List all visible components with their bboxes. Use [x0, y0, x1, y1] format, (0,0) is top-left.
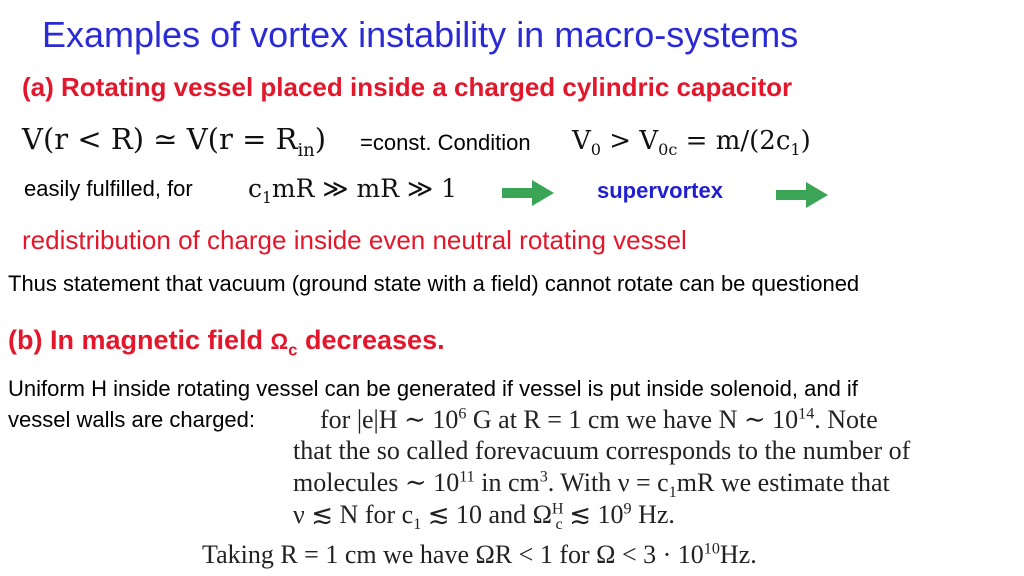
- paper-line3-d: mR we estimate that: [676, 468, 890, 497]
- paper-line5-b: Hz.: [719, 540, 757, 569]
- paper-line-3: [293, 468, 890, 502]
- vessel-walls-text: vessel walls are charged:: [8, 407, 256, 432]
- paper-line4-a: ν ≲ N for c: [293, 500, 414, 529]
- paper-line5-a: Taking R = 1 cm we have ΩR < 1 for Ω < 3 · 10: [202, 540, 704, 569]
- formula-condition-sub0c: 0c: [658, 140, 678, 160]
- subtitle-a: (a) Rotating vessel placed inside a charged cylindric capacitor: [22, 72, 793, 102]
- paper-line1-b: G at R = 1 cm we have N ∼ 10: [466, 405, 799, 434]
- formula-potential-main: V(r < R) ≃ V(r = R: [22, 122, 298, 156]
- subtitle-b: [8, 325, 445, 360]
- paper-line1-c: . Note: [814, 405, 878, 434]
- slide-title: Examples of vortex instability in macro-systems: [42, 14, 799, 55]
- paper-line-5: [202, 540, 757, 570]
- formula-inequality-c: c: [248, 174, 263, 203]
- omega-sub: c: [288, 340, 298, 360]
- paper-line4-d: Hz.: [631, 500, 675, 529]
- omega-symbol: Ω: [270, 329, 289, 354]
- formula-condition-sub0: 0: [590, 140, 602, 160]
- formula-condition-sub1: 1: [790, 140, 801, 160]
- right-arrow-icon: [502, 178, 556, 208]
- formula-inequality-rest: mR ≫ mR ≫ 1: [271, 174, 457, 203]
- paper-line3-a: molecules ∼ 10: [293, 468, 460, 497]
- paper-line-1: [320, 405, 878, 435]
- subtitle-b-end: decreases.: [297, 325, 445, 355]
- paper-line5-sup: 10: [703, 540, 720, 558]
- formula-potential-sub: in: [297, 139, 315, 161]
- formula-condition-mid: > V: [601, 126, 659, 156]
- formula-condition-v: V: [572, 126, 591, 156]
- formula-inequality: [248, 174, 457, 207]
- paper-line3-sup2: 3: [539, 468, 548, 486]
- redistribution-text: redistribution of charge inside even neutral rotating vessel: [22, 225, 687, 255]
- paper-line3-b: in cm: [474, 468, 540, 497]
- formula-potential-end: ): [314, 122, 327, 156]
- formula-potential: [22, 122, 326, 161]
- formula-inequality-sub: 1: [262, 189, 272, 207]
- paper-line3-c: . With ν = c: [547, 468, 669, 497]
- paper-line-4: [293, 500, 675, 534]
- paper-line4-c: ≲ 10: [562, 500, 624, 529]
- formula-condition-close: ): [800, 126, 811, 156]
- paper-line-2: that the so called forevacuum corresponds to the number of: [293, 436, 911, 465]
- supervortex-label: supervortex: [597, 178, 723, 203]
- const-condition-text: =const. Condition: [360, 130, 531, 155]
- easily-fulfilled-text: easily fulfilled, for: [24, 176, 193, 201]
- subtitle-b-start: (b) In magnetic field: [8, 325, 271, 355]
- paper-line1-sup1: 6: [458, 405, 467, 423]
- paper-line4-b: ≲ 10 and Ω: [421, 500, 552, 529]
- thus-statement: Thus statement that vacuum (ground state with a field) cannot rotate can be questioned: [8, 271, 860, 296]
- formula-condition: [572, 126, 811, 159]
- paper-line4-sub2: c: [555, 516, 563, 534]
- paper-line3-sup1: 11: [459, 468, 475, 486]
- formula-condition-end: = m/(2c: [677, 126, 791, 156]
- paper-line4-sup: H: [551, 500, 564, 518]
- paper-line1-a: for |e|H ∼ 10: [320, 405, 459, 434]
- paper-line1-sup2: 14: [798, 405, 815, 423]
- paper-line4-sub1: 1: [413, 516, 422, 534]
- paper-line4-sup2: 9: [623, 500, 632, 518]
- right-arrow-icon-2: [776, 180, 830, 210]
- paper-line3-sub: 1: [668, 484, 677, 502]
- uniform-h-text: Uniform H inside rotating vessel can be generated if vessel is put inside solenoid, and if: [8, 376, 858, 401]
